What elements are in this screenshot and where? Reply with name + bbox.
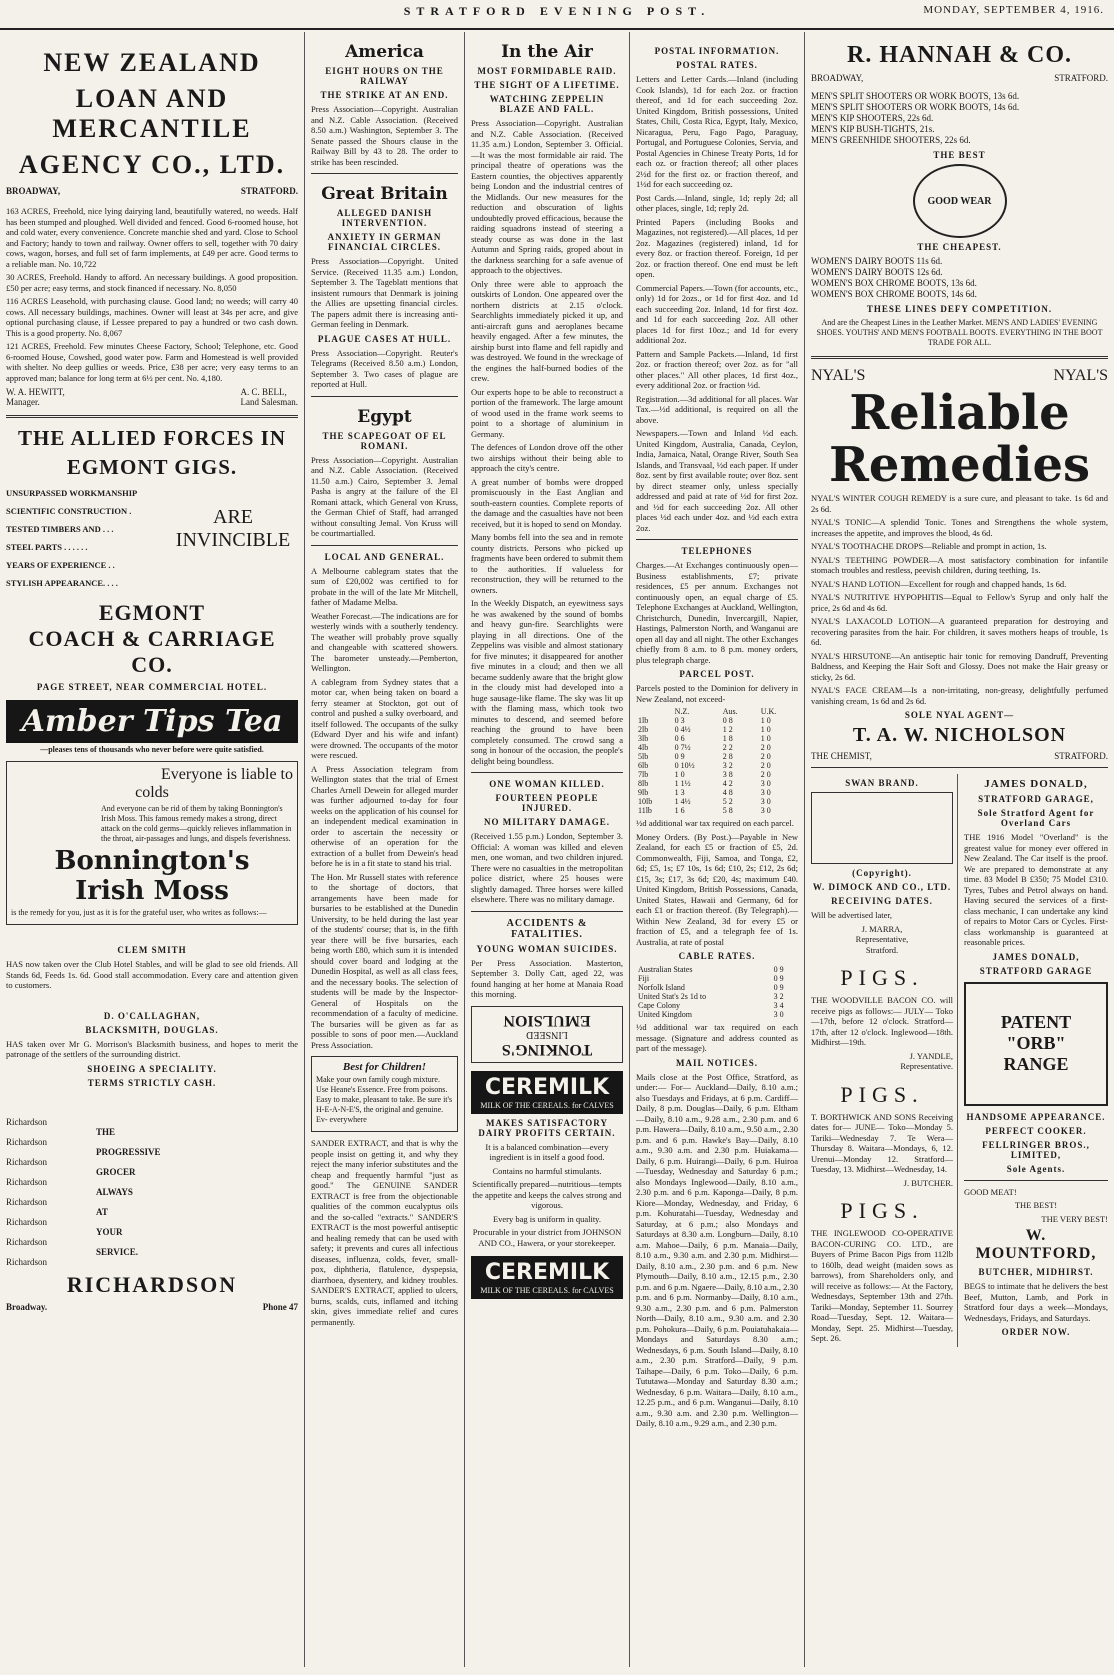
nicholson-title: T. A. W. NICHOLSON bbox=[852, 724, 1067, 746]
mail-head: MAIL NOTICES. bbox=[675, 1057, 759, 1068]
table-row: 2lb 0 4½ 1 2 1 0 bbox=[638, 725, 771, 734]
clem-title: CLEM SMITH bbox=[117, 945, 187, 955]
dimock-text: Will be advertised later, bbox=[811, 910, 892, 920]
swan-brand: SWAN BRAND. bbox=[845, 778, 919, 788]
pigs-1-text: THE WOODVILLE BACON CO. will receive pigs as follows:— JULY— Toko—17th, before 12 o'clock. Stratford—17th, after 12 o'clock. Inglewood—18th. Midhirst—19th. bbox=[811, 995, 953, 1047]
coach-address: PAGE STREET, NEAR COMMERCIAL HOTEL. bbox=[36, 682, 268, 692]
dimock-sub: RECEIVING DATES. bbox=[831, 896, 933, 906]
plague-head: PLAGUE CASES AT HULL. bbox=[317, 333, 452, 344]
woman-head-3: NO MILITARY DAMAGE. bbox=[484, 817, 610, 827]
irish-moss-ad bbox=[6, 761, 298, 925]
irish-moss-title-1: Bonnington's bbox=[54, 846, 250, 876]
mountford-sub: BUTCHER, MIDHIRST. bbox=[978, 1267, 1094, 1277]
shoeing: SHOEING A SPECIALITY. bbox=[87, 1063, 217, 1074]
richardson-ad bbox=[6, 1112, 298, 1272]
a-text: Press Association—Copyright. Australian and N.Z. Cable Association. (Received 8.50 a.m.) Washington, September 3. The Senate passed the Shours clause in the Railway Bill by 43 to 28. The order to strike has been rescinded. bbox=[311, 104, 458, 167]
table-row: United Kingdom 3 0 bbox=[638, 1010, 784, 1019]
postal-head: POSTAL INFORMATION. bbox=[654, 46, 780, 56]
terms-cash: TERMS STRICTLY CASH. bbox=[87, 1077, 217, 1088]
ceremilk-sub: MILK OF THE CEREALS. for CALVES bbox=[471, 1100, 623, 1114]
postal-text-6: Registration.—3d additional for all places. War Tax.—½d additional, is required on all the above. bbox=[636, 393, 798, 425]
egypt-heading: Egypt bbox=[357, 406, 412, 427]
raid-text-7: In the Weekly Dispatch, an eyewitness says he was awakened by the sound of bombs and heavy gun-fire. Searchlights were playing in all directions. One of the Zeppelins was visible and almost stationary for five minutes; it disappeared for another five minutes in a cloud; and then we all became suddenly aware that the bright glow in the cloudy mist had developed into a huge sausage-like flame. The sky was lit up with the flaming mass, which took two minutes to descend, and seemed before reaching the ground to have been completely consumed. The crowd sang a song in honour of the occasion, the people's delight being boundless. bbox=[471, 598, 623, 766]
tonking-3: EMULSION bbox=[503, 1011, 591, 1029]
nz-address bbox=[6, 186, 298, 196]
column-2 bbox=[305, 32, 465, 1667]
coach-title-2: COACH & CARRIAGE CO. bbox=[28, 626, 276, 677]
divider bbox=[964, 1180, 1108, 1181]
col5-split bbox=[811, 774, 1108, 1347]
orb-sole: Sole Agents. bbox=[1006, 1163, 1066, 1174]
ceremilk-sub-2: MILK OF THE CEREALS. for CALVES bbox=[471, 1285, 623, 1299]
mountford-title: W. MOUNTFORD, bbox=[975, 1227, 1097, 1262]
meat-2: THE BEST! bbox=[1014, 1200, 1058, 1210]
divider bbox=[811, 767, 1108, 768]
cm-text-2: Contains no harmful stimulants. bbox=[492, 1165, 602, 1176]
parcel-head: PARCEL POST. bbox=[679, 669, 755, 679]
acc-head: ACCIDENTS & FATALITIES. bbox=[506, 917, 588, 940]
col5-left bbox=[811, 774, 958, 1347]
cable-table bbox=[636, 965, 798, 1019]
irish-moss-title-2: Irish Moss bbox=[75, 876, 229, 906]
orb-agents: FELLRINGER BROS., LIMITED, bbox=[982, 1139, 1090, 1160]
postal-text-5: Pattern and Sample Packets.—Inland, 1d first 2oz. or fraction thereof; over 2oz. as for "all other places." All other places, 1d first 4oz., every additional 2oz. or fraction ½d. bbox=[636, 348, 798, 390]
nyal-items: NYAL'S WINTER COUGH REMEDY is a sure cure, and pleasant to take. 1s 6d and 2s 6d. NYAL'S TONIC—A splendid Tonic. Tones and Strengthens the whole system, increases the appetite, and improves the blood, 4s 6d. NYAL'S TOOTHACHE DROPS—Reliable and prompt in action, 1s. NYAL'S TEETHING POWDER—A most satisfactory combination for infantile stomach troubles and restless, peevish children, during teething, 1s. NYAL'S HAND LOTION—Excellent for rough and chapped hands, 1s 6d. NYAL'S NUTRITIVE HYPOPHITIS—Equal to Fellow's Syrup and only half the price, 2s 6d and 4s 6d. NYAL'S LAXACOLD LOTION—A guaranteed preparation for destroying and recovering parasites from the hair. For children, it saves mothers heaps of trouble, 1s 6d. NYAL'S HIRSUTONE—An antiseptic hair tonic for removing Dandruff, Preventing Baldness, and Keeping the Hair Soft and Glossy. Does not make the Hair greasy or sticky, 2s 6d. NYAL'S FACE CREAM—Is a non-irritating, non-greasy, delightfully perfumed vanishing cream, 1s 6d and 2s 6d. bbox=[811, 493, 1108, 706]
meat-1: GOOD MEAT! bbox=[964, 1186, 1017, 1197]
good-wear-badge-icon: GOOD WEAR bbox=[913, 164, 1007, 238]
column-1 bbox=[0, 32, 305, 1667]
table-row: 8lb 1 1½ 4 2 3 0 bbox=[638, 779, 771, 788]
air-heading: In the Air bbox=[501, 42, 593, 62]
raid-text-5: A great number of bombs were dropped promiscuously in the East Anglian and south-eastern counties. Complete reports of the damage and the casualties have not been received, but it is hoped to send on Monday. bbox=[471, 476, 623, 529]
cable-note: ½d additional war tax required on each message. (Signature and address counted as part of the message). bbox=[636, 1022, 798, 1053]
raid-text-2: Only three were able to approach the outskirts of London. One appeared over the northern districts at 2.15 o'clock. Searchlights immediately picked it up, and anti-aircraft guns and aeroplanes became heavily engaged. After a few minutes, the airship burst into flame and fell rapidly and was destroyed. We found in the wreckage of the engines the half-burned bodies of the crew. bbox=[471, 278, 623, 383]
column-4 bbox=[630, 32, 805, 1667]
local-text-1: A Melbourne cablegram states that the sum of £20,002 was certified to for probate in the will of the late Mr Mitchell, father of Madame Melba. bbox=[311, 565, 458, 607]
gb-heading: Great Britain bbox=[321, 184, 448, 204]
table-row: 9lb 1 3 4 8 3 0 bbox=[638, 788, 771, 797]
pigs-2: PIGS. bbox=[840, 1081, 924, 1107]
parcel-table bbox=[636, 707, 798, 815]
masthead-date: MONDAY, SEPTEMBER 4, 1916. bbox=[923, 4, 1104, 16]
divider bbox=[471, 911, 623, 912]
allied-points: UNSURPASSED WORKMANSHIP SCIENTIFIC CONSTRUCTION . TESTED TIMBERS AND . . . STEEL PARTS . . . . . . YEARS OF EXPERIENCE . . STYLISH APPEARANCE. . . . bbox=[6, 488, 138, 588]
pigs-3: PIGS. bbox=[840, 1198, 924, 1223]
acc-head-2: YOUNG WOMAN SUICIDES. bbox=[476, 943, 618, 954]
copyright: (Copyright). bbox=[852, 868, 912, 878]
amber-sub: —pleases tens of thousands who never before were quite satisfied. bbox=[40, 745, 264, 754]
cm-text-5: Procurable in your district from JOHNSON AND CO., Hawera, or your storekeeper. bbox=[472, 1227, 622, 1248]
allied-invincible: ARE INVINCIBLE bbox=[175, 506, 291, 551]
cable-head: CABLE RATES. bbox=[678, 951, 756, 961]
tel-text: Charges.—At Exchanges continuously open—Business establishments, £7; private residences, £5 per annum. Exchanges not continuously open, an equal charge of £5. Telephone Exchanges at Auckland, Wellington, Christchurch, Dunedin, Invercargill, Napier, Hastings, Palmerston North, and Wanganui are open all day and all night. The other Exchanges chiefly from 8 a.m. to 8 p.m. money orders, plus telegraph charge. bbox=[636, 560, 799, 665]
america-heading: America bbox=[345, 42, 424, 62]
donald-sole: Sole Stratford Agent for Overland Cars bbox=[977, 808, 1095, 828]
hannah-address: BROADWAY, STRATFORD. bbox=[811, 73, 1108, 83]
tonkings-ad bbox=[471, 1006, 623, 1063]
coach-title-1: EGMONT bbox=[98, 600, 206, 625]
acc-text: Per Press Association. Masterton, September 3. Dolly Catt, aged 22, was found hanging at her home at Manaia Road this morning. bbox=[471, 957, 623, 999]
donald-sig: JAMES DONALD, bbox=[992, 951, 1080, 962]
ceremilk-logo-2: CEREMILK bbox=[471, 1256, 623, 1285]
a-head-1: EIGHT HOURS ON THE RAILWAY bbox=[325, 66, 444, 86]
allied-title-2: EGMONT GIGS. bbox=[66, 455, 238, 479]
colds-text: And everyone can be rid of them by taking Bonnington's Irish Moss. This famous remedy makes a strong, direct attack on the cold germs—quickly relieves inflammation in the throat, air-passages and lungs, and dispels feverishness. bbox=[101, 804, 292, 843]
local-text-5: The Hon. Mr Russell states with reference to the shortage of doctors, that arrangements have been made for bursaries to be established at the Dunedin University, to be held during the last year of the students' course; that is, in the fifth year there will be five bursaries, each being worth £80, which sum it is intended should cover board and lodging at the Dunedin Hospital, as well as all class fees, and the necessary books. The selection of students will be made by the Inspector-General of Hospitals on the recommendation of a faculty of medicine. The bursaries will be given as far as possible to sons of poor men.—Auckland Press Association. bbox=[311, 871, 458, 1050]
postal-text-3: Printed Papers (including Books and Magazines, not registered).—All places, 1d per 2oz. Magazines (registered) inland, 1d for every 8oz. or fraction thereof. Foreign, 1d per 2oz. or fraction thereof. One end must be left open. bbox=[636, 216, 798, 279]
local-text-4: A Press Association telegram from Wellington states that the trial of Ernest Charles Arnell Dewein for alleged murder was further adjourned to-day for four weeks on the application of his counsel for an independent medical examination in order to ascertain the necessity or otherwise of an operation for the extraction of a bullet from Dewein's head before he is in a fit state to stand his trial. bbox=[311, 763, 458, 868]
donald-sub: STRATFORD GARAGE, bbox=[978, 794, 1094, 804]
masthead-title: STRATFORD EVENING POST. bbox=[403, 4, 711, 18]
tel-head: TELEPHONES bbox=[681, 546, 753, 556]
boots-list-2: WOMEN'S DAIRY BOOTS 11s 6d. WOMEN'S DAIRY BOOTS 12s 6d. WOMEN'S BOX CHROME BOOTS, 13s 6d. WOMEN'S BOX CHROME BOOTS, 14s 6d. bbox=[811, 256, 977, 299]
orb-range-icon: PATENT "ORB" RANGE bbox=[964, 982, 1108, 1106]
raid-text-3: Our experts hope to be able to reconstruct a portion of the framework. The large amount of wood used in the frame work seems to point to a shortage of aluminium in Germany. bbox=[471, 386, 623, 439]
money-text: Money Orders. (By Post.)—Payable in New Zealand, for each £5 or fraction of £5, 2d. Commonwealth, Fiji, Samoa, and Tonga, £2, 6d; £5, 1s; £7 10s, 1s 6d; £10, 2s; £12, 2s 6d; £15, 3s; £17, 3s 6d; £20, 4s; maximum £40. United Kingdom, British Possessions, Canada, United States, Hawaii and Germany, 6d for each £1 or fraction thereof. (By Telegraph).—Within New Zealand, 3d for every £5 or fraction of £5, and a telegraph fee of 1s. Australia, at rate of postal bbox=[636, 831, 798, 947]
table-row: 11lb 1 6 5 8 3 0 bbox=[638, 806, 771, 815]
donald-garage: STRATFORD GARAGE bbox=[979, 965, 1093, 976]
reliable-title-1: Reliable bbox=[849, 385, 1070, 441]
col1-lower bbox=[6, 941, 298, 1092]
boots-list-1: MEN'S SPLIT SHOOTERS OR WORK BOOTS, 13s 6d. MEN'S SPLIT SHOOTERS OR WORK BOOTS, 14s 6d. MEN'S KIP SHOOTERS, 22s 6d. MEN'S KIP BUSH-TIGHTS, 21s. MEN'S GREENHIDE SHOOTERS, 22s 6d. bbox=[811, 91, 1020, 145]
table-row: 4lb 0 7½ 2 2 2 0 bbox=[638, 743, 771, 752]
postal-sub: POSTAL RATES. bbox=[676, 60, 758, 70]
donald-text: THE 1916 Model "Overland" is the greatest value for money ever offered in New Zealand. The Car itself is the proof. We are prepared to demonstrate at any time. 83 Model B £350; 75 Model £310. Tyres, Tubes and Petrol always on hand. Having secured the services of a first-class mechanic, I can undertake any kind of repairs to Motor Cars or Cycles. First-class workmanship is guaranteed at reasonable prices. bbox=[964, 832, 1108, 947]
cm-text-4: Every bag is uniform in quality. bbox=[492, 1213, 602, 1224]
cm-head: MAKES SATISFACTORY DAIRY PROFITS CERTAIN. bbox=[478, 1117, 616, 1138]
egypt-head: THE SCAPEGOAT OF EL ROMANI. bbox=[322, 430, 447, 451]
ocallaghan-sub: BLACKSMITH, DOUGLAS. bbox=[85, 1024, 219, 1035]
allied-body bbox=[6, 484, 298, 592]
local-head: LOCAL AND GENERAL. bbox=[324, 551, 445, 562]
ceremilk-logo: CEREMILK bbox=[471, 1071, 623, 1100]
reliable-title-2: Remedies bbox=[828, 437, 1091, 493]
egypt-text: Press Association—Copyright. Australian and N.Z. Cable Association. (Received 11.50 a.m.) Cairo, September 3. Jemal Pasha is angry at the failure of the El Romani attack, which General von Kruss, the German Chief of Staff, had arranged without consulting Jemal. Von Kruss will be courtmartialled. bbox=[311, 454, 458, 538]
table-row: Fiji 0 9 bbox=[638, 974, 784, 983]
tonking-1: TONKING'S bbox=[501, 1040, 593, 1058]
cm-text-3: Scientifically prepared—nutritious—tempts the appetite and keeps the calves strong and vigorous. bbox=[472, 1179, 622, 1210]
a-head-2: THE STRIKE AT AN END. bbox=[320, 90, 449, 100]
local-text-3: A cablegram from Sydney states that a motor car, when being taken on board a ferry steamer at Stockton, got out of control and pushed a sulky overboard, and itself followed. The occupants of the sulky (Edward Dyer and his wife and infant) were drowned. The occupants of the motor were rescued. bbox=[311, 676, 458, 760]
butcher: J. BUTCHER. bbox=[903, 1177, 953, 1188]
postal-text-2: Post Cards.—Inland, single, 1d; reply 2d; all other places, single, 1d; reply 2d. bbox=[636, 192, 798, 213]
gb-text: Press Association—Copyright. United Service. (Received 11.35 a.m.) London, September 3. The Tageblatt mentions that insistent rumours that Denmark is joining the Allies are upsetting financial circles. The papers admit there is increasing anti-German feeling in Denmark. bbox=[311, 256, 458, 329]
table-row: 7lb 1 0 3 8 2 0 bbox=[638, 770, 771, 779]
dimock-title: W. DIMOCK AND CO., LTD. bbox=[812, 882, 952, 892]
nz-addr-left: BROADWAY, bbox=[6, 186, 61, 196]
local-text-2: Weather Forecast.—The indications are for westerly winds with a southerly tendency. The weather will probably prove squally and changeable with scattered showers. The barometer unsteady.—Pemberton, Wellington. bbox=[311, 610, 458, 673]
sig-left: W. A. HEWITT, Manager. bbox=[6, 387, 65, 407]
raid-text-4: The defences of London drove off the other two airships without their being able to approach the city's centre. bbox=[471, 442, 623, 473]
pigs-3-text: THE INGLEWOOD CO-OPERATIVE BACON-CURING CO. LTD., are Buyers of Prime Bacon Pigs from 112lb to 160lb, dead weight (maiden sows as barrows), from Shareholders only, and will receive as follows:— At the Factory, Wednesdays, September 13th and 27th. Tariki—Monday, September 11. Sourrey Road—Tuesday, Sept. 12. Waitara—Monday, Sept. 25. Midhirst—Tuesday, Sept. 26. bbox=[811, 1228, 953, 1343]
ocallaghan-text: HAS taken over Mr G. Morrison's Blacksmith business, and hopes to merit the patronage of the settlers of the surrounding district. bbox=[6, 1038, 298, 1059]
pigs-2-text: T. BORTHWICK AND SONS Receiving dates for— JUNE— Toko—Monday 5. Tariki—Wednesday 7. Te Wera—Thursday 8. Waitara—Mondays, 6, 12. Urenui—Monday 12. Stratford—Tuesday, 13. Midhirst—Wednesday, 14. bbox=[811, 1111, 953, 1174]
richardson-words: THE PROGRESSIVE GROCER ALWAYS AT YOUR SERVICE. bbox=[96, 1126, 161, 1257]
mountford-text: BEGS to intimate that he delivers the best Beef, Mutton, Lamb, and Pork in Stratford four days a week—Mondays, Wednesdays, Fridays, and Saturdays. bbox=[964, 1281, 1108, 1323]
order-now: ORDER NOW. bbox=[1001, 1327, 1071, 1337]
orb-appearance: HANDSOME APPEARANCE. bbox=[966, 1111, 1106, 1122]
raid-text-6: Many bombs fell into the sea and in remote county districts. Persons who picked up fragments have been ordered to submit them to the authorities. If valueless for reconstruction, they will be returned to the owners. bbox=[471, 532, 623, 595]
raid-text-1: Press Association—Copyright. Australian and N.Z. Cable Association. (Received 11.35 a.m.) London, September 3. Official.—It was the most formidable air raid. The principal theatre of operations was the Eastern counties, the objectives apparently being London and the industrial centres of the Midlands. Our new measures for the reduction and obscuration of lights undoubtedly proved efficacious, because the raiding squadrons instead of steering a steady course as was done in the last Autumn and Spring raids, groped about in the darkness searching for a safe avenue of approach to the objectives. bbox=[471, 118, 623, 275]
divider bbox=[636, 539, 798, 540]
table-row: Norfolk Island 0 9 bbox=[638, 983, 784, 992]
table-row: N.Z. Aus. U.K. bbox=[674, 707, 777, 716]
table-row: Australian States 0 9 bbox=[638, 965, 784, 974]
column-3 bbox=[465, 32, 630, 1667]
table-row: 5lb 0 9 2 8 2 0 bbox=[638, 752, 771, 761]
table-row: 6lb 0 10½ 3 2 2 0 bbox=[638, 761, 771, 770]
listing-3: 116 ACRES Leasehold, with purchasing clause. Good land; no weeds; will carry 40 cows. All necessary buildings, machines. Owner will least at 34s per acre, and give optional purchasing clause, if Lessee prepared to pay a hundred or two cash down. This is a good property. No. 8,067 bbox=[6, 296, 298, 338]
swan-brand-logo-icon bbox=[811, 792, 953, 864]
clem-ad bbox=[6, 941, 298, 1092]
ocallaghan-title: D. O'CALLAGHAN, bbox=[103, 1010, 201, 1021]
gb-head-1: ALLEGED DANISH INTERVENTION. bbox=[336, 208, 433, 228]
richardson-names: Richardson Richardson Richardson Richardson Richardson Richardson Richardson Richardson bbox=[6, 1116, 47, 1267]
cm-text-1: It is a balanced combination—every ingredient is in itself a good food. bbox=[485, 1141, 609, 1162]
amber-tips-logo: Amber Tips Tea bbox=[6, 700, 298, 743]
best-title: Best for Children! bbox=[342, 1061, 427, 1073]
gb-head-2: ANXIETY IN GERMAN FINANCIAL CIRCLES. bbox=[327, 232, 442, 252]
table-row: 1lb 0 3 0 8 1 0 bbox=[638, 716, 771, 725]
plague-text: Press Association—Copyright. Reuter's Telegrams (Received 8.50 a.m.) London, September 3. Two cases of plague are reported at Hull. bbox=[311, 347, 458, 389]
tonking-2: LINSEED bbox=[526, 1028, 568, 1040]
postal-text-1: Letters and Letter Cards.—Inland (including Cook Islands), 1d for each 2oz. or fraction thereof, and 1d for each succeeding 2oz. United Kingdom, British possessions, United States, Chili, Costa Rica, Egypt, Italy, Mexico, Nicaragua, Peru, Fago Pago, Paraguay, Portugal, and Portuguese Colonies, Servia, and Postal Agencies in Chinese Treaty Ports, 1d for each oz. or fraction thereof; all other places 2½d for the first oz. or fraction thereof, and 1½d for each succeeding oz. bbox=[636, 74, 798, 189]
best-for-children-ad bbox=[311, 1056, 458, 1132]
divider bbox=[311, 396, 458, 397]
raid-head-1: MOST FORMIDABLE RAID. bbox=[477, 66, 617, 76]
postal-text-4: Commercial Papers.—Town (for accounts, etc., only) 1d for 2ozs., or 1d for first 4oz. and 1d each succeeding 2oz. Inland, 1d for first 4oz. and 1d for each succeeding 2oz. All other places 1d for first 10oz.; and 1d for every additional 2oz. bbox=[636, 282, 798, 345]
defy-text: And are the Cheapest Lines in the Leather Market. MEN'S AND LADIES' EVENING SHOES. YOUTHS' AND MEN'S FOOTBALL BOOTS. EVERYTHING IN THE BOOT TRADE FOR ALL. bbox=[816, 318, 1103, 347]
sander-text: SANDER EXTRACT, and that is why the people insist on getting it, and why they reject the many inferior substitutes and the cheap and frequently harmful "just as good." The GENUINE SANDER EXTRACT is free from the objectionable qualities of the common eucalyptus oils and the so-called "extracts." SANDER'S EXTRACT is the most powerful antiseptic and healing remedy that can be used with safety; it prevents and cures all infectious diseases, influenza, colds, fever, small-pox, diphtheria, flatulence, dyspepsia, diarrhoea, dysentery, and kidney troubles. SANDER'S EXTRACT, applied to ulcers, burns, scalds, cuts, inflamed and itching skin, gives immediate relief and cures permanently. bbox=[311, 1138, 458, 1327]
masthead bbox=[0, 0, 1114, 30]
postal-text-7: Newspapers.—Town and Inland ½d each. United Kingdom, Australia, Canada, Ceylon, India, Jamaica, Natal, Orange River, South Sea Islands, and Transvaal, ½d each paper. If under 8oz. sent by first available route; over 8oz. sent by direct steamer only, unless specially addressed and paid at rate of ½d for first 2oz. and ½d for each succeeding 2oz. All other places ½d each under 4oz. and ½d each extra 2oz. bbox=[636, 428, 798, 533]
richardson-title: RICHARDSON bbox=[66, 1271, 238, 1297]
woman-head-1: ONE WOMAN KILLED. bbox=[489, 779, 605, 789]
sole-agent: SOLE NYAL AGENT— bbox=[904, 710, 1015, 720]
allied-title-1: THE ALLIED FORCES IN bbox=[18, 426, 286, 450]
divider bbox=[6, 415, 298, 418]
irish-moss-text: is the remedy for you, just as it is for the grateful user, who writes as follows:— bbox=[11, 908, 267, 917]
nz-title-2: LOAN AND MERCANTILE bbox=[52, 84, 252, 143]
listing-1: 163 ACRES, Freehold, nice lying dairying land, beautifully watered, no weeds. Half has been stumped and ploughed. Well divided and fenced. Good 6-roomed house, hot and cold water, every convenience. Concrete manchie shed and yard. Close to School and Factory; handy to town and railway. Owner offers to sell, together with 70 dairy cows, wagon, horses, and full set of farm implements, at £49 per acre. Good terms to a reliable man. No. 10,722 bbox=[6, 206, 298, 269]
mail-text: Mails close at the Post Office, Stratford, as under:— For— Auckland—Daily, 8.10 a.m.; also Tuesdays and Fridays, at 6 p.m. Cardiff—Daily, 8 p.m. Douglas—Daily, 6 p.m. Eltham—Daily, 8.10 a.m., 9.28 a.m., 2.30 p.m. and 6 p.m. Hawera—Daily, 8.10 a.m., 9.50 a.m., 2.30 p.m. and 6 p.m. Hawke's Bay—Daily, 8.10 a.m., 9.30 a.m. and 2.30 p.m. Huiakama—Daily, 6 p.m. Huirangi—Daily, 6 p.m. Huiroa—Tuesday, Wednesday and Saturday 6 p.m.; also Mondays Inglewood—Daily, 8.10 a.m., 2.30 p.m. and 6 p.m. Kaponga—Daily, 8 p.m. Kiore—Monday, Wednesday, and Friday, 6 p.m. Kohuratahi—Tuesday, Wednesday and Saturday, at 6 p.m.; also Mondays and Saturdays at 8.30 a.m. Longburn—Daily, 8.10 a.m. Mahoe—Daily, 6 p.m. Manaia—Daily, 8.10 a.m., 9.30 a.m. and 2.30 p.m. Midhirst—Daily, 8.10 a.m., 2.30 p.m. and 6 p.m. New Plymouth—Daily, 8.10 a.m., 12.15 p.m., 2.30 p.m. and 6 p.m. Ngaere—Daily, 8.10 a.m., 2.30 p.m. and 6 p.m. Normanby—Daily, 8.10 a.m., 9.30 a.m., 2.30 p.m. and 6 p.m. Palmerston North—Daily, 8.10 a.m., 9.30 a.m. and 2.30 p.m. Pohokura—Daily, 6 p.m. Pouiatuhakaia—Mondays and Saturdays 8.30 a.m.; Wednesdays, 6 p.m. South Island—Daily, 8.10 a.m., 2.30 p.m. Stratford—Daily, 9 p.m. Taihape—Daily, 6 p.m. Toko—Daily, 6 p.m. Tututawa—Monday and Saturday 8.30 a.m.; Wednesday, 6 p.m. Waitara—Daily, 8.10 a.m., 12.25 p.m., and 6 p.m. Wanganui—Daily, 8.10 a.m., 9.30 a.m. and 2.30 p.m. Wellington—Daily, 8.10 a.m., 9.29 a.m., and 2.30 p.m. bbox=[636, 1071, 798, 1428]
nz-addr-right: STRATFORD. bbox=[240, 186, 298, 196]
divider bbox=[311, 545, 458, 546]
meat-3: THE VERY BEST! bbox=[1041, 1213, 1108, 1224]
raid-head-2: THE SIGHT OF A LIFETIME. bbox=[474, 80, 620, 90]
parcel-text: Parcels posted to the Dominion for delivery in New Zealand, not exceed- bbox=[636, 683, 798, 704]
colds-head-1: Everyone is liable to bbox=[161, 766, 293, 783]
nz-title-1: NEW ZEALAND bbox=[43, 48, 261, 77]
marra: J. MARRA, Representative, Stratford. bbox=[855, 923, 909, 955]
colds-head-2: colds bbox=[135, 784, 169, 801]
woman-text: (Received 1.55 p.m.) London, September 3. Official: A woman was killed and eleven men, one woman, and two children injured. There were no casualties in the metropolitan police district, where 25 houses were slightly damaged. Three horses were killed elsewhere. There was no military damage. bbox=[471, 831, 623, 904]
nz-title-3: AGENCY CO., LTD. bbox=[18, 150, 286, 179]
col5-right bbox=[964, 774, 1108, 1347]
divider bbox=[811, 356, 1108, 359]
donald-title: JAMES DONALD, bbox=[984, 778, 1088, 790]
listing-2: 30 ACRES, Freehold. Handy to afford. An necessary buildings. A good proposition. £50 per acre; easy terms, and stock financed if necessary. No. 8,050 bbox=[6, 272, 298, 293]
table-row: 3lb 0 6 1 8 1 0 bbox=[638, 734, 771, 743]
nyals-header: NYAL'S NYAL'S bbox=[811, 367, 1108, 384]
table-row: United Stat's 2s 1d to 3 2 bbox=[638, 992, 784, 1001]
yandle: J. YANDLE, Representative. bbox=[900, 1050, 953, 1071]
raid-head-3: WATCHING ZEPPELIN BLAZE AND FALL. bbox=[489, 94, 605, 114]
parcel-note: ½d additional war tax required on each parcel. bbox=[636, 818, 794, 828]
woman-head-2: FOURTEEN PEOPLE INJURED. bbox=[495, 793, 599, 813]
best-text: Make your own family cough mixture. Use Heane's Essence. Free from poisons. Easy to make, pleasant to take. Be sure it's H-E-A-N-E'S, the original and genuine. Ev- everywhere bbox=[316, 1075, 453, 1124]
hannah-title: R. HANNAH & CO. bbox=[847, 42, 1072, 68]
divider bbox=[311, 173, 458, 174]
table-row: Cape Colony 3 4 bbox=[638, 1001, 784, 1010]
divider bbox=[471, 772, 623, 773]
clem-text: HAS now taken over the Club Hotel Stables, and will be glad to see old friends. All Stands 6d, Feeds 1s. 6d. Good stall accommodation. Every care and attention given to customers. bbox=[6, 959, 298, 990]
richardson-address: Broadway. Phone 47 bbox=[6, 1301, 298, 1312]
signatures bbox=[6, 387, 298, 407]
defy-competition: THESE LINES DEFY COMPETITION. bbox=[866, 304, 1053, 314]
the-best: THE BEST bbox=[933, 150, 986, 160]
listing-4: 121 ACRES, Freehold. Few minutes Cheese Factory, School; Telephone, etc. Good 6-roomed House, Cowshed, good water pow. Farm and Homestead is well provided with shelter. No deep gullies or weeds. Price, £38 per acre; very easy terms to an approved man; balance for long term at 6½ per cent. No. 4,180. bbox=[6, 341, 298, 383]
column-5 bbox=[805, 32, 1114, 1667]
the-cheapest: THE CHEAPEST. bbox=[917, 242, 1002, 252]
sig-right: A. C. BELL, Land Salesman. bbox=[240, 387, 298, 407]
orb-cooker: PERFECT COOKER. bbox=[985, 1125, 1087, 1136]
pigs-1: PIGS. bbox=[840, 965, 924, 990]
table-row: 10lb 1 4½ 5 2 3 0 bbox=[638, 797, 771, 806]
nicholson-address: THE CHEMIST, STRATFORD. bbox=[811, 751, 1108, 761]
